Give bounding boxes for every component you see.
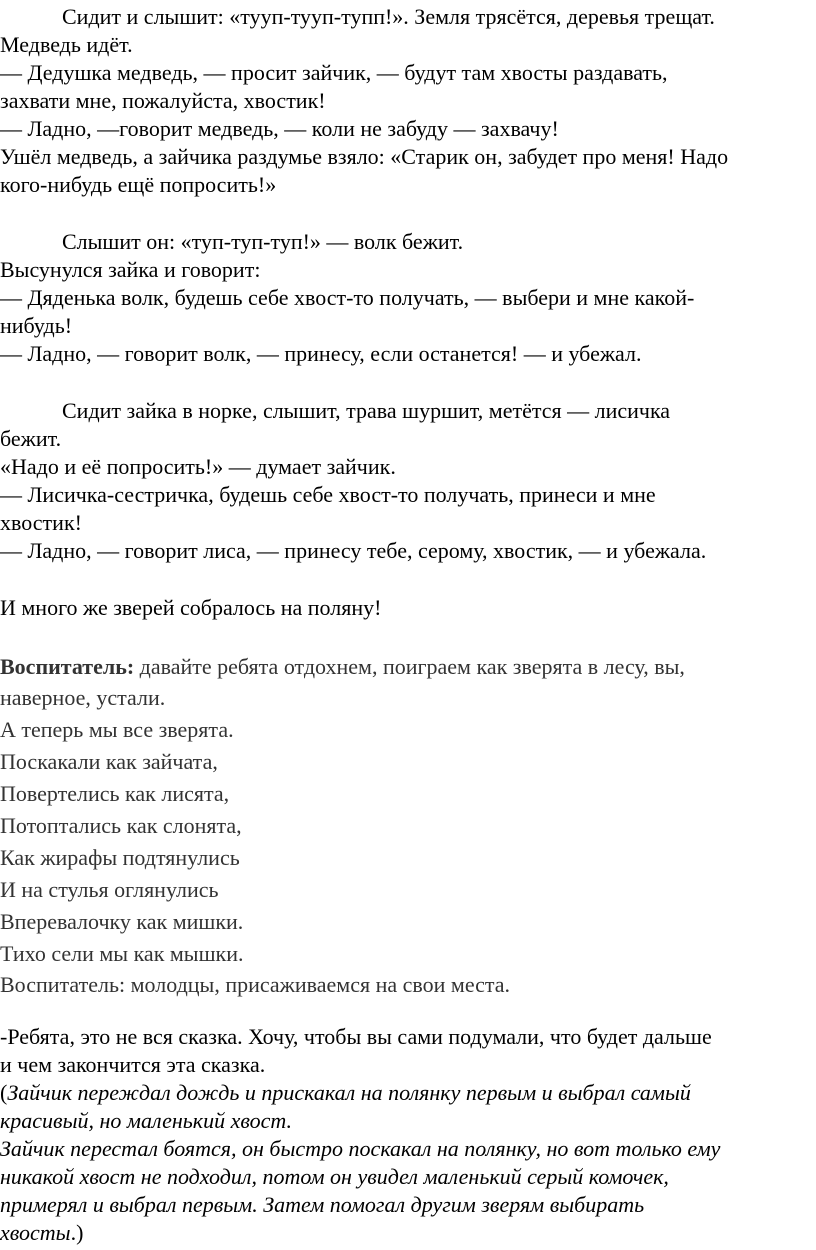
text-line: хвостик! bbox=[0, 510, 82, 535]
answer-line: (Зайчик переждал дождь и прискакал на полянку первым и выбрал самый bbox=[0, 1080, 691, 1105]
poem-line: Как жирафы подтянулись bbox=[0, 845, 240, 870]
answer-line: хвосты.) bbox=[0, 1220, 84, 1245]
poem-line: А теперь мы все зверята. bbox=[0, 717, 234, 742]
text-line: Слышит он: «туп-туп-туп!» — волк бежит. bbox=[62, 229, 464, 254]
answer-line: Зайчик перестал боятся, он быстро поскакал на полянку, но вот только ему bbox=[0, 1136, 721, 1161]
text-line: Сидит и слышит: «тууп-тууп-тупп!». Земля трясётся, деревья трещат. bbox=[62, 4, 715, 29]
answer-line: красивый, но маленький хвост. bbox=[0, 1108, 293, 1133]
poem-line: Вперевалочку как мишки. bbox=[0, 909, 244, 934]
text-line: «Надо и её попросить!» — думает зайчик. bbox=[0, 454, 396, 479]
text-line: — Ладно, —говорит медведь, — коли не забуду — захвачу! bbox=[0, 116, 559, 141]
text-line: Высунулся зайка и говорит: bbox=[0, 257, 261, 282]
answer-line: примерял и выбрал первым. Затем помогал другим зверям выбирать bbox=[0, 1192, 645, 1217]
text-line: — Ладно, — говорит волк, — принесу, если останется! — и убежал. bbox=[0, 341, 642, 366]
text-line: захвати мне, пожалуйста, хвостик! bbox=[0, 88, 326, 113]
text-line: Ушёл медведь, а зайчика раздумье взяло: «Старик он, забудет про меня! Надо bbox=[0, 144, 729, 169]
poem-line: Поскакали как зайчата, bbox=[0, 749, 218, 774]
educator-speech: давайте ребята отдохнем, поиграем как зверята в лесу, вы, bbox=[134, 654, 685, 679]
text-line: наверное, устали. bbox=[0, 685, 166, 710]
open-paren: ( bbox=[0, 1080, 8, 1105]
poem-line: Воспитатель: молодцы, присаживаемся на свои места. bbox=[0, 972, 511, 997]
text-line: нибудь! bbox=[0, 313, 73, 338]
text-line: бежит. bbox=[0, 426, 62, 451]
poem-line: И на стулья оглянулись bbox=[0, 877, 219, 902]
text-line: — Лисичка-сестричка, будешь себе хвост-то получать, принеси и мне bbox=[0, 482, 656, 507]
poem-line: Потоптались как слонята, bbox=[0, 813, 242, 838]
educator-line bbox=[0, 654, 685, 680]
text-line: Сидит зайка в норке, слышит, трава шуршит, метётся — лисичка bbox=[62, 398, 671, 423]
text-line: и чем закончится эта сказка. bbox=[0, 1052, 266, 1077]
text-line: — Ладно, — говорит лиса, — принесу тебе, серому, хвостик, — и убежала. bbox=[0, 538, 707, 563]
text-line: И много же зверей собралось на поляну! bbox=[0, 595, 382, 620]
poem-line: Повертелись как лисята, bbox=[0, 781, 230, 806]
text-line: Медведь идёт. bbox=[0, 32, 133, 57]
educator-label: Воспитатель: bbox=[0, 654, 135, 679]
text-line: кого-нибудь ещё попросить!» bbox=[0, 172, 277, 197]
text-line: — Дяденька волк, будешь себе хвост-то получать, — выбери и мне какой- bbox=[0, 285, 695, 310]
text-line: -Ребята, это не вся сказка. Хочу, чтобы вы сами подумали, что будет дальше bbox=[0, 1024, 712, 1049]
close-paren: .) bbox=[70, 1220, 84, 1245]
answer-line: никакой хвост не подходил, потом он увидел маленький серый комочек, bbox=[0, 1164, 669, 1189]
text-line: — Дедушка медведь, — просит зайчик, — будут там хвосты раздавать, bbox=[0, 60, 668, 85]
poem-line: Тихо сели мы как мышки. bbox=[0, 941, 244, 966]
